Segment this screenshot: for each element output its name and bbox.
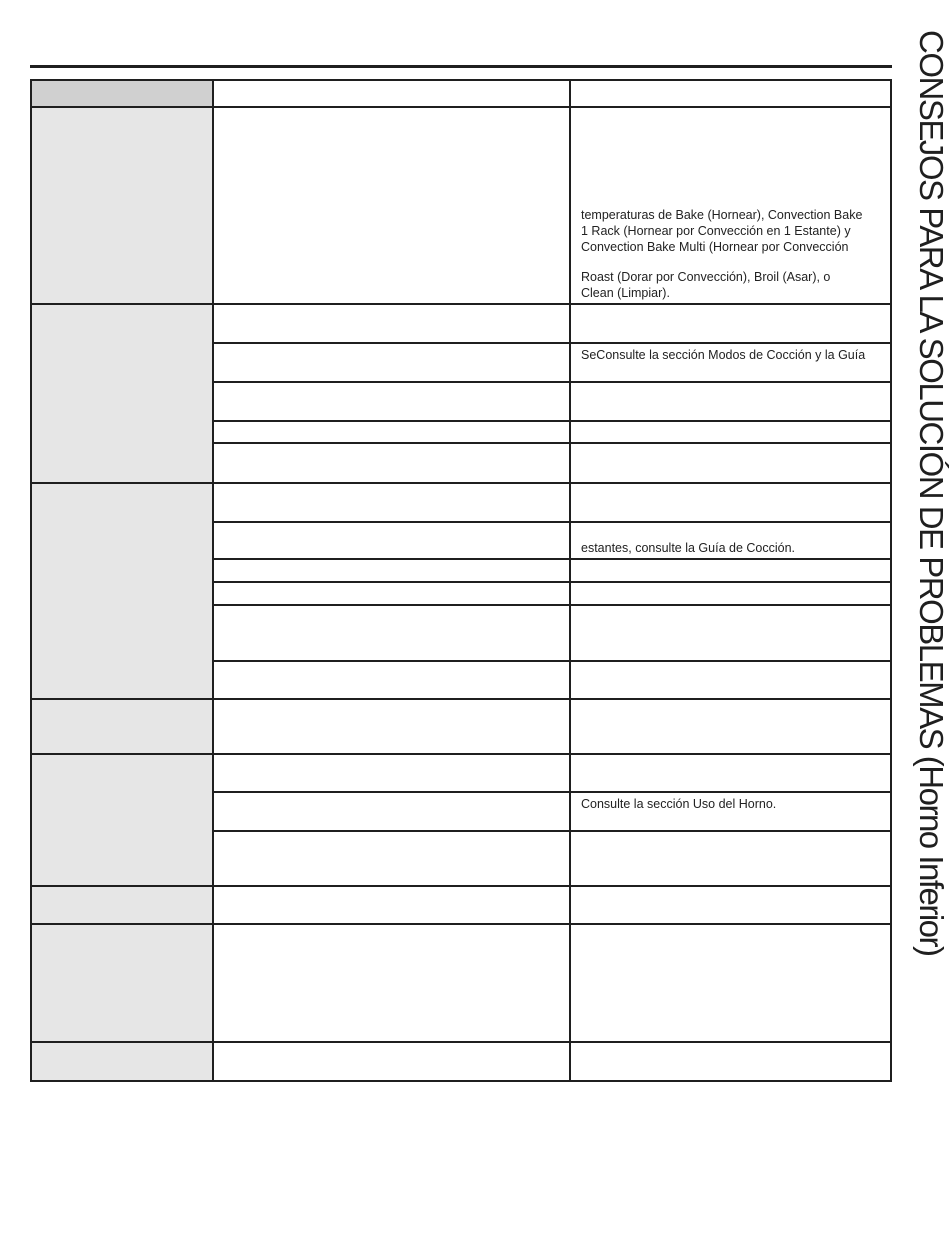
solution-line: 1 Rack (Hornear por Convección en 1 Estante) y [581, 224, 851, 238]
solution-line: Consulte la sección Uso del Horno. [581, 797, 777, 811]
solution-cell [569, 521, 892, 560]
table-header-cell [30, 79, 214, 108]
cause-cell [212, 885, 571, 925]
cause-cell [212, 698, 571, 755]
cause-cell [212, 420, 571, 444]
solution-cell [569, 604, 892, 662]
solution-line: SeConsulte la sección Modos de Cocción y la Guía [581, 348, 866, 362]
problem-cell [30, 303, 214, 484]
cause-cell [212, 442, 571, 484]
solution-cell [569, 106, 892, 305]
solution-line: Roast (Dorar por Convección), Broil (Asar), o [581, 270, 831, 284]
solution-line-gap [581, 255, 884, 269]
problem-cell [30, 885, 214, 925]
solution-cell [569, 381, 892, 422]
solution-cell [569, 342, 892, 383]
problem-cell [30, 698, 214, 755]
solution-line: estantes, consulte la Guía de Cocción. [581, 541, 796, 555]
solution-cell [569, 753, 892, 793]
top-rule [30, 65, 892, 68]
solution-cell [569, 791, 892, 832]
solution-cell [569, 885, 892, 925]
solution-cell [569, 660, 892, 700]
cause-cell [212, 521, 571, 560]
cause-cell [212, 581, 571, 606]
solution-cell [569, 558, 892, 583]
solution-cell [569, 698, 892, 755]
problem-cell [30, 923, 214, 1043]
cause-cell [212, 482, 571, 523]
solution-cell [569, 303, 892, 344]
cause-cell [212, 558, 571, 583]
solution-cell [569, 581, 892, 606]
problem-cell [30, 753, 214, 887]
cause-cell [212, 381, 571, 422]
solution-cell [569, 1041, 892, 1082]
solution-cell [569, 830, 892, 887]
table-header-cell [569, 79, 892, 108]
problem-cell [30, 1041, 214, 1082]
solution-line: Convection Bake Multi (Hornear por Convección [581, 240, 849, 254]
cause-cell [212, 660, 571, 700]
cause-cell [212, 753, 571, 793]
cause-cell [212, 303, 571, 344]
table-header-cell [212, 79, 571, 108]
solution-cell [569, 420, 892, 444]
cause-cell [212, 106, 571, 305]
cause-cell [212, 1041, 571, 1082]
cause-cell [212, 830, 571, 887]
solution-cell [569, 482, 892, 523]
problem-cell [30, 482, 214, 700]
side-title: CONSEJOS PARA LA SOLUCIÓN DE PROBLEMAS (Horno Inferior) [913, 30, 950, 956]
solution-cell [569, 923, 892, 1043]
solution-line: temperaturas de Bake (Hornear), Convection Bake [581, 208, 863, 222]
solution-line: Clean (Limpiar). [581, 286, 670, 300]
cause-cell [212, 923, 571, 1043]
cause-cell [212, 604, 571, 662]
cause-cell [212, 791, 571, 832]
solution-cell [569, 442, 892, 484]
cause-cell [212, 342, 571, 383]
problem-cell [30, 106, 214, 305]
